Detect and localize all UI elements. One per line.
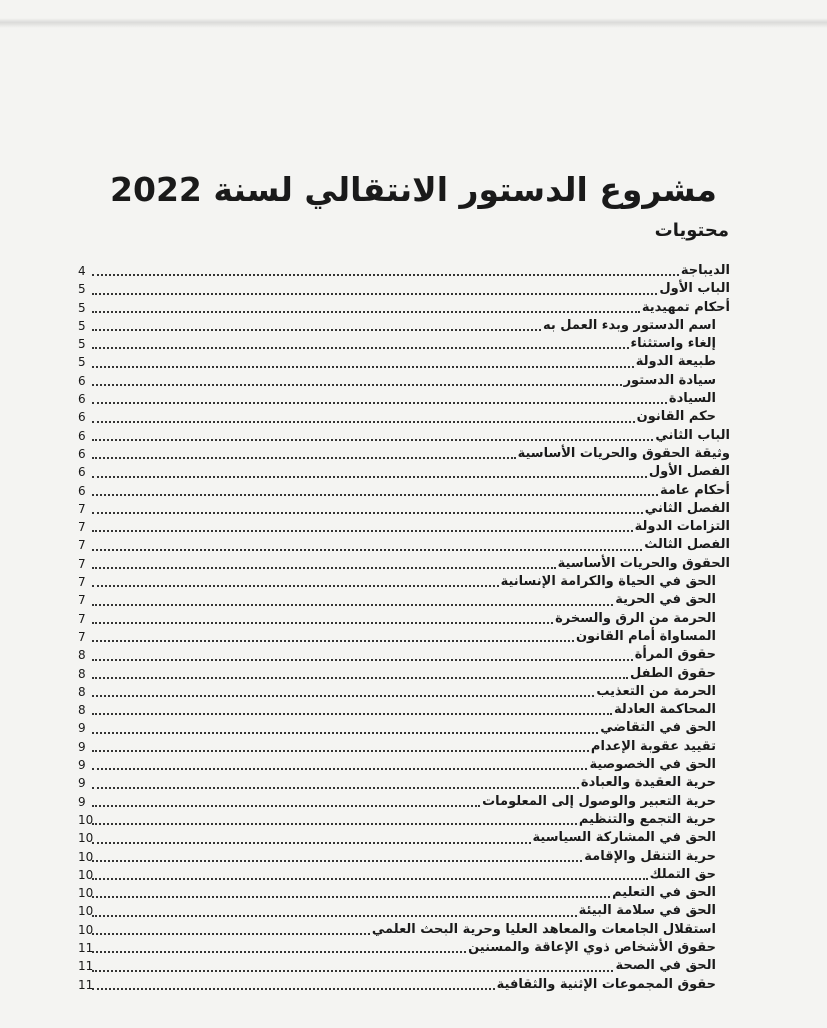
- toc-dot-leader: [92, 555, 556, 569]
- toc-entry[interactable]: [78, 518, 730, 536]
- toc-page-number: 7: [78, 520, 86, 535]
- toc-dot-leader: [92, 958, 613, 972]
- toc-entry-label: أحكام عامة: [659, 482, 730, 498]
- toc-dot-leader: [92, 811, 577, 825]
- toc-entry-label: الحق في المشاركة السياسية: [532, 830, 716, 846]
- toc-page-number: 7: [78, 593, 86, 608]
- toc-entry-label: الحقوق والحريات الأساسية: [557, 555, 730, 571]
- toc-entry-label: الفصل الأول: [648, 464, 730, 480]
- toc-entry-label: الحرمة من الرق والسخرة: [555, 610, 716, 626]
- toc-page-number: 7: [78, 538, 86, 553]
- toc-page-number: 8: [78, 648, 86, 663]
- toc-entry[interactable]: [78, 353, 730, 371]
- toc-entry[interactable]: [78, 811, 730, 829]
- toc-entry[interactable]: [78, 335, 730, 353]
- toc-dot-leader: [92, 317, 541, 331]
- toc-entry-label: الفصل الثاني: [644, 500, 730, 516]
- toc-dot-leader: [92, 793, 480, 807]
- contents-heading: محتويات: [654, 220, 729, 241]
- toc-page-number: 9: [78, 739, 86, 754]
- toc-entry-label: حرية التجمع والتنظيم: [578, 811, 716, 827]
- toc-dot-leader: [92, 445, 516, 459]
- toc-entry[interactable]: [78, 939, 730, 957]
- toc-page-number: 8: [78, 684, 86, 699]
- toc-entry[interactable]: [78, 774, 730, 792]
- toc-dot-leader: [92, 939, 466, 953]
- toc-entry[interactable]: [78, 646, 730, 664]
- toc-entry-label: الحق في التعليم: [612, 885, 716, 901]
- toc-dot-leader: [92, 409, 635, 423]
- toc-dot-leader: [92, 518, 633, 532]
- toc-entry[interactable]: [78, 573, 730, 591]
- toc-entry-label: اسم الدستور وبدء العمل به: [543, 317, 716, 333]
- toc-entry[interactable]: [78, 884, 730, 902]
- toc-entry[interactable]: [78, 427, 730, 445]
- toc-entry-label: الباب الأول: [659, 281, 730, 297]
- toc-entry-label: استقلال الجامعات والمعاهد العليا وحرية البحث العلمي: [371, 921, 716, 937]
- toc-entry-label: الحق في الحرية: [615, 592, 716, 608]
- toc-page-number: 9: [78, 776, 86, 791]
- toc-entry[interactable]: [78, 317, 730, 335]
- toc-dot-leader: [92, 390, 667, 404]
- toc-page-number: 6: [78, 428, 86, 443]
- toc-entry[interactable]: [78, 610, 730, 628]
- toc-page-number: 10: [78, 922, 94, 937]
- document-title: مشروع الدستور الانتقالي لسنة 2022: [110, 170, 717, 209]
- toc-dot-leader: [92, 756, 587, 770]
- toc-entry-label: الحق في سلامة البيئة: [578, 903, 716, 919]
- toc-dot-leader: [92, 738, 589, 752]
- toc-dot-leader: [92, 482, 658, 496]
- toc-entry-label: حقوق المجموعات الإثنية والثقافية: [496, 976, 716, 992]
- toc-entry-label: حقوق الأشخاص ذوي الإعاقة والمسنين: [468, 939, 716, 955]
- toc-dot-leader: [92, 573, 499, 587]
- toc-dot-leader: [92, 500, 643, 514]
- toc-dot-leader: [92, 299, 640, 313]
- toc-entry[interactable]: [78, 372, 730, 390]
- toc-entry-label: الحق في الصحة: [615, 958, 716, 974]
- toc-entry-label: حكم القانون: [636, 409, 716, 425]
- toc-entry[interactable]: [78, 866, 730, 884]
- toc-dot-leader: [92, 647, 633, 661]
- toc-page-number: 8: [78, 703, 86, 718]
- toc-entry-label: تقييد عقوبة الإعدام: [590, 738, 716, 754]
- toc-page-number: 5: [78, 318, 86, 333]
- toc-entry[interactable]: [78, 482, 730, 500]
- toc-entry-label: حقوق المرأة: [634, 647, 716, 663]
- toc-entry[interactable]: [78, 719, 730, 737]
- toc-page-number: 10: [78, 849, 94, 864]
- toc-dot-leader: [92, 921, 370, 935]
- toc-entry-label: الحق في الحياة والكرامة الإنسانية: [500, 574, 716, 590]
- toc-page-number: 6: [78, 410, 86, 425]
- toc-dot-leader: [92, 372, 622, 386]
- toc-dot-leader: [92, 683, 594, 697]
- toc-page-number: 9: [78, 721, 86, 736]
- toc-entry[interactable]: [78, 500, 730, 518]
- toc-page-number: 5: [78, 300, 86, 315]
- toc-page-number: 10: [78, 904, 94, 919]
- toc-entry-label: إلغاء واستثناء: [630, 336, 716, 352]
- toc-entry[interactable]: [78, 262, 730, 280]
- toc-entry[interactable]: [78, 683, 730, 701]
- toc-page-number: 10: [78, 831, 94, 846]
- toc-entry[interactable]: [78, 408, 730, 426]
- toc-entry-label: المحاكمة العادلة: [614, 702, 716, 718]
- toc-entry[interactable]: [78, 280, 730, 298]
- toc-page-number: 6: [78, 446, 86, 461]
- toc-entry[interactable]: [78, 701, 730, 719]
- toc-entry[interactable]: [78, 555, 730, 573]
- toc-entry-label: حقوق الطفل: [630, 665, 716, 681]
- toc-dot-leader: [92, 848, 582, 862]
- toc-dot-leader: [92, 464, 647, 478]
- toc-entry[interactable]: [78, 445, 730, 463]
- toc-dot-leader: [92, 335, 629, 349]
- toc-page-number: 7: [78, 556, 86, 571]
- toc-page-number: 7: [78, 575, 86, 590]
- toc-entry-label: الحرمة من التعذيب: [596, 683, 716, 699]
- toc-page-number: 7: [78, 611, 86, 626]
- toc-entry[interactable]: [78, 738, 730, 756]
- toc-entry-label: أحكام تمهيدية: [641, 299, 730, 315]
- toc-entry[interactable]: [78, 628, 730, 646]
- toc-entry-label: الباب الثاني: [655, 427, 730, 443]
- toc-entry-label: وثيقة الحقوق والحريات الأساسية: [517, 445, 730, 461]
- toc-entry-label: الديباجة: [680, 263, 730, 278]
- toc-page-number: 5: [78, 337, 86, 352]
- toc-entry-label: سيادة الدستور: [623, 372, 716, 388]
- toc-entry[interactable]: [78, 390, 730, 408]
- toc-dot-leader: [92, 720, 598, 734]
- toc-dot-leader: [92, 701, 612, 715]
- toc-dot-leader: [92, 281, 657, 295]
- toc-entry-label: حرية التنقل والإقامة: [584, 848, 716, 864]
- toc-page-number: 10: [78, 812, 94, 827]
- toc-dot-leader: [92, 903, 577, 917]
- toc-entry-label: السيادة: [668, 391, 716, 407]
- toc-entry-label: التزامات الدولة: [634, 519, 730, 535]
- toc-dot-leader: [92, 866, 648, 880]
- toc-page-number: 8: [78, 666, 86, 681]
- toc-entry[interactable]: [78, 536, 730, 554]
- toc-dot-leader: [92, 628, 574, 642]
- toc-page-number: 6: [78, 392, 86, 407]
- toc-page-number: 10: [78, 886, 94, 901]
- toc-dot-leader: [92, 775, 579, 789]
- toc-entry[interactable]: [78, 591, 730, 609]
- toc-entry-label: طبيعة الدولة: [635, 354, 716, 370]
- toc-dot-leader: [92, 976, 495, 990]
- toc-entry[interactable]: [78, 756, 730, 774]
- toc-page-number: 5: [78, 355, 86, 370]
- toc-entry-label: حرية العقيدة والعبادة: [580, 775, 716, 791]
- toc-page-number: 7: [78, 629, 86, 644]
- toc-entry[interactable]: [78, 463, 730, 481]
- toc-dot-leader: [92, 537, 642, 551]
- toc-entry[interactable]: [78, 848, 730, 866]
- toc-dot-leader: [92, 884, 610, 898]
- toc-page-number: 9: [78, 794, 86, 809]
- toc-entry[interactable]: [78, 902, 730, 920]
- toc-entry[interactable]: [78, 976, 730, 994]
- toc-entry-label: الحق في التقاضي: [600, 720, 716, 736]
- toc-page-number: 9: [78, 758, 86, 773]
- toc-page-number: 7: [78, 501, 86, 516]
- toc-page-number: 11: [78, 977, 94, 992]
- toc-page-number: 11: [78, 959, 94, 974]
- toc-entry-label: الفصل الثالث: [644, 537, 730, 553]
- toc-dot-leader: [92, 830, 531, 844]
- toc-page-number: 6: [78, 373, 86, 388]
- toc-dot-leader: [92, 354, 634, 368]
- toc-page-number: 11: [78, 940, 94, 955]
- toc-dot-leader: [92, 665, 628, 679]
- toc-dot-leader: [92, 262, 679, 276]
- toc-entry[interactable]: [78, 921, 730, 939]
- toc-page-number: 4: [78, 264, 86, 278]
- toc-page-number: 6: [78, 483, 86, 498]
- toc-dot-leader: [92, 427, 653, 441]
- table-of-contents: [78, 262, 730, 994]
- toc-entry[interactable]: [78, 793, 730, 811]
- toc-entry[interactable]: [78, 665, 730, 683]
- toc-entry-label: حرية التعبير والوصول إلى المعلومات: [482, 793, 716, 809]
- toc-page-number: 5: [78, 282, 86, 297]
- toc-entry[interactable]: [78, 829, 730, 847]
- toc-entry-label: الحق في الخصوصية: [589, 757, 716, 773]
- toc-entry[interactable]: [78, 299, 730, 317]
- toc-entry-label: حق التملك: [649, 866, 716, 882]
- toc-entry-label: المساواة أمام القانون: [575, 628, 716, 644]
- toc-page-number: 6: [78, 465, 86, 480]
- toc-entry[interactable]: [78, 957, 730, 975]
- toc-dot-leader: [92, 610, 553, 624]
- toc-page-number: 10: [78, 867, 94, 882]
- toc-dot-leader: [92, 592, 613, 606]
